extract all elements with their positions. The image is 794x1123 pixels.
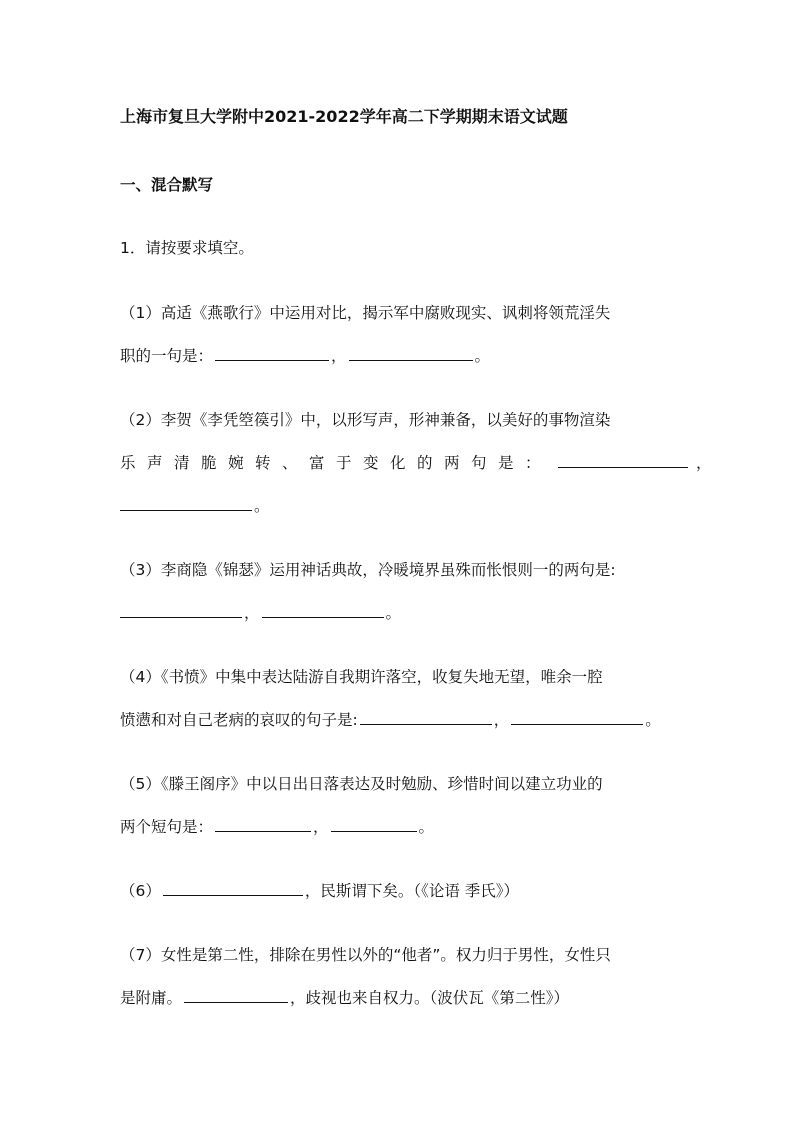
q1-answer-line <box>120 346 490 366</box>
q5-sep: ， <box>313 818 329 836</box>
q5-prompt: 两个短句是： <box>120 818 214 836</box>
question-prompt: 1．请按要求填空。 <box>120 239 254 257</box>
q4-blank-1[interactable] <box>360 710 492 725</box>
q3-blank-2[interactable] <box>262 603 384 618</box>
q2-text: （2）李贺《李凭箜篌引》中，以形写声，形神兼备，以美好的事物渲染 <box>120 411 611 429</box>
q7-answer-line <box>120 988 569 1008</box>
q4-end: 。 <box>645 711 661 729</box>
q7-blank[interactable] <box>184 988 288 1003</box>
q3-blank-1[interactable] <box>120 603 242 618</box>
q2-prompt: 乐声清脆婉转、富于变化的两句是： <box>120 454 553 472</box>
q2-answer-line <box>120 453 712 473</box>
q1-end: 。 <box>474 347 491 365</box>
q2-answer-line-2 <box>120 496 270 516</box>
q6-blank[interactable] <box>163 881 303 896</box>
q3-answer-line <box>120 603 401 623</box>
q4-prompt: 愤懑和对自己老病的哀叹的句子是: <box>120 711 358 729</box>
q7-prompt: 是附庸。 <box>120 989 183 1007</box>
q5-blank-2[interactable] <box>331 817 417 832</box>
q6-line <box>120 881 519 901</box>
q2-blank-1[interactable] <box>558 453 688 468</box>
q5-answer-line <box>120 817 434 837</box>
q6-number: （6） <box>120 882 161 900</box>
q3-text: （3）李商隐《锦瑟》运用神话典故，冷暖境界虽殊而怅恨则一的两句是: <box>120 561 616 579</box>
q1-blank-2[interactable] <box>349 346 473 361</box>
q2-end: 。 <box>254 497 270 515</box>
page-title: 上海市复旦大学附中2021-2022学年高二下学期期末语文试题 <box>120 107 568 126</box>
q3-end: 。 <box>385 604 402 622</box>
q4-blank-2[interactable] <box>511 710 643 725</box>
q4-answer-line <box>120 710 661 730</box>
q7-rest: ，歧视也来自权力。（波伏瓦《第二性》） <box>290 989 570 1007</box>
section-heading: 一、混合默写 <box>120 176 214 194</box>
q3-sep: ， <box>244 604 260 622</box>
q6-rest: ，民斯谓下矣。（《论语 季氏》） <box>304 882 520 900</box>
q5-blank-1[interactable] <box>215 817 311 832</box>
q5-end: 。 <box>418 818 435 836</box>
q7-text: （7）女性是第二性，排除在男性以外的“他者”。权力归于男性，女性只 <box>120 946 611 964</box>
q1-blank-1[interactable] <box>215 346 329 361</box>
q5-text: （5）《滕王阁序》中以日出日落表达及时勉励、珍惜时间以建立功业的 <box>120 775 603 793</box>
q2-blank-2[interactable] <box>120 496 252 511</box>
q4-text: （4）《书愤》中集中表达陆游自我期许落空，收复失地无望，唯余一腔 <box>120 668 603 686</box>
q1-sep: ， <box>331 347 347 365</box>
q1-prompt: 职的一句是： <box>120 347 214 365</box>
q2-sep: ， <box>696 454 712 472</box>
q1-text: （1）高适《燕歌行》中运用对比，揭示军中腐败现实、讽刺将领荒淫失 <box>120 304 611 322</box>
q4-sep: ， <box>493 711 510 729</box>
